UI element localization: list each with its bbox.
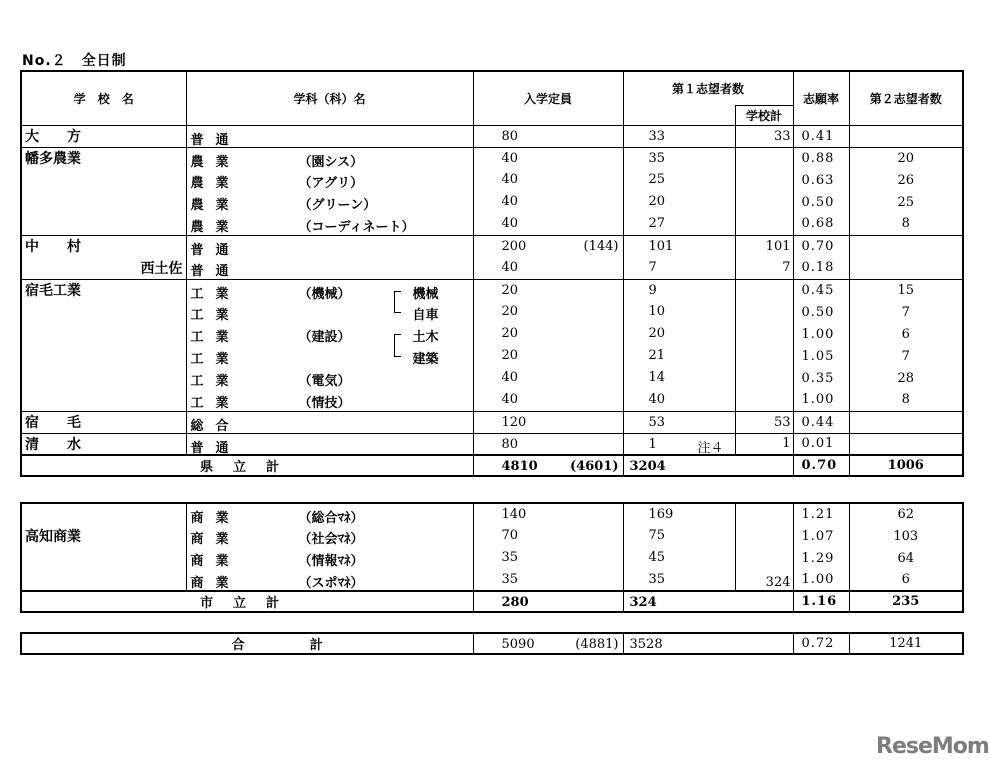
subject-name: （園シス） bbox=[298, 154, 364, 169]
header-school: 学 校 名 bbox=[21, 71, 186, 125]
municipal-table bbox=[20, 502, 964, 613]
municipal-total-capacity: 280 bbox=[473, 591, 623, 612]
prefectural-total-label: 県立計 bbox=[21, 455, 473, 476]
department bbox=[186, 125, 473, 147]
school-name: 高知商業 bbox=[21, 503, 186, 591]
first-choice-count: 40 bbox=[623, 389, 735, 411]
first-choice-count: 35 bbox=[623, 569, 735, 591]
first-choice-count: 101 bbox=[623, 235, 735, 257]
school-total: 33 bbox=[735, 125, 793, 147]
grand-total-applicants: 3528 bbox=[623, 633, 793, 654]
table-row bbox=[21, 257, 963, 279]
subject-name: （情報ﾏﾈ） bbox=[298, 554, 364, 569]
department bbox=[186, 569, 473, 591]
subject-name: （建設） bbox=[298, 330, 351, 345]
header-first-choice: 第１志望者数 bbox=[623, 71, 793, 105]
field-name: 農業 bbox=[190, 198, 241, 213]
capacity: 20 bbox=[473, 345, 623, 367]
school-name bbox=[21, 169, 186, 191]
first-choice-count: 27 bbox=[623, 213, 735, 235]
school-name bbox=[21, 345, 186, 367]
table-row bbox=[21, 147, 963, 169]
course-name: 機械 bbox=[412, 286, 439, 301]
capacity: 35 bbox=[473, 547, 623, 569]
department bbox=[186, 191, 473, 213]
second-choice-count bbox=[849, 125, 963, 147]
table-row bbox=[21, 433, 963, 455]
field-name: 工業 bbox=[190, 286, 241, 301]
capacity: 40 bbox=[473, 169, 623, 191]
school-name bbox=[21, 191, 186, 213]
application-rate: 1.00 bbox=[793, 323, 849, 345]
first-choice-count: 75 bbox=[623, 525, 735, 547]
department bbox=[186, 169, 473, 191]
school-name bbox=[21, 213, 186, 235]
department bbox=[186, 213, 473, 235]
subject-name: （社会ﾏﾈ） bbox=[298, 532, 364, 547]
application-rate: 0.88 bbox=[793, 147, 849, 169]
school-total: 53 bbox=[735, 411, 793, 433]
application-rate: 1.07 bbox=[793, 525, 849, 547]
field-name: 工業 bbox=[190, 396, 241, 411]
department bbox=[186, 323, 473, 345]
application-rate: 1.00 bbox=[793, 569, 849, 591]
department bbox=[186, 525, 473, 547]
page-heading: No.２ 全日制 bbox=[22, 53, 127, 69]
second-choice-count: 25 bbox=[849, 191, 963, 213]
second-choice-count: 26 bbox=[849, 169, 963, 191]
application-rate: 0.50 bbox=[793, 301, 849, 323]
prefectural-total-row bbox=[21, 455, 963, 476]
municipal-total-row bbox=[21, 591, 963, 612]
header-second-choice: 第２志望者数 bbox=[849, 71, 963, 125]
municipal-total-second: 235 bbox=[849, 591, 963, 612]
subject-name: （スポﾏﾈ） bbox=[298, 576, 364, 591]
field-name: 普通 bbox=[190, 440, 241, 455]
second-choice-count: 6 bbox=[849, 569, 963, 591]
prefectural-total-second: 1006 bbox=[849, 455, 963, 476]
subject-name: （電気） bbox=[298, 374, 351, 389]
department bbox=[186, 367, 473, 389]
school-total: 324 bbox=[735, 503, 793, 591]
table-row bbox=[21, 323, 963, 345]
school-total: 1 bbox=[735, 433, 793, 455]
school-name: 西土佐 bbox=[21, 257, 186, 279]
table-row bbox=[21, 169, 963, 191]
bracket-line bbox=[394, 345, 401, 357]
capacity: 20 bbox=[473, 279, 623, 301]
application-rate: 1.00 bbox=[793, 389, 849, 411]
subject-name: （総合ﾏﾈ） bbox=[298, 511, 364, 525]
school-name: 幡多農業 bbox=[21, 147, 186, 169]
capacity: 200 (144) bbox=[473, 235, 623, 257]
first-choice-count: 9 bbox=[623, 279, 735, 301]
field-name: 普通 bbox=[190, 264, 241, 279]
table-row bbox=[21, 345, 963, 367]
bracket-line bbox=[394, 301, 401, 313]
second-choice-count: 15 bbox=[849, 279, 963, 301]
capacity: 140 bbox=[473, 503, 623, 525]
capacity: 40 bbox=[473, 367, 623, 389]
field-name: 商業 bbox=[190, 511, 241, 525]
application-rate: 0.01 bbox=[793, 433, 849, 455]
capacity: 120 bbox=[473, 411, 623, 433]
bracket-line bbox=[394, 291, 401, 302]
subject-name: （コーディネート） bbox=[298, 220, 415, 235]
field-name: 工業 bbox=[190, 352, 241, 367]
grand-total-row bbox=[21, 633, 963, 654]
capacity: 80 bbox=[473, 125, 623, 147]
first-choice-count: 20 bbox=[623, 323, 735, 345]
field-name: 農業 bbox=[190, 220, 241, 235]
grand-total-label: 合 計 bbox=[21, 633, 473, 654]
field-name: 総合 bbox=[190, 418, 241, 433]
capacity: 40 bbox=[473, 147, 623, 169]
department bbox=[186, 257, 473, 279]
bracket-line bbox=[394, 334, 401, 345]
prefectural-table bbox=[20, 70, 964, 477]
first-choice-count: 7 bbox=[623, 257, 735, 279]
header-school-total: 学校計 bbox=[735, 105, 793, 125]
first-choice-count: 45 bbox=[623, 547, 735, 569]
table-row bbox=[21, 279, 963, 301]
capacity: 35 bbox=[473, 569, 623, 591]
resemom-logo: ReseMom bbox=[876, 734, 989, 759]
application-rate: 0.35 bbox=[793, 367, 849, 389]
capacity: 40 bbox=[473, 191, 623, 213]
grand-total-capacity: 5090 (4881) bbox=[473, 633, 623, 654]
first-choice-count: 35 bbox=[623, 147, 735, 169]
second-choice-count bbox=[849, 433, 963, 455]
municipal-total-rate: 1.16 bbox=[793, 591, 849, 612]
first-choice-count: 14 bbox=[623, 367, 735, 389]
school-total: 101 bbox=[735, 235, 793, 257]
field-name: 商業 bbox=[190, 554, 241, 569]
prefectural-total-applicants: 3204 bbox=[623, 455, 793, 476]
field-name: 普通 bbox=[190, 132, 241, 147]
first-choice-count: 1 注４ bbox=[623, 433, 735, 455]
table-row bbox=[21, 301, 963, 323]
first-choice-count: 53 bbox=[623, 411, 735, 433]
application-rate: 0.70 bbox=[793, 235, 849, 257]
field-name: 農業 bbox=[190, 176, 241, 191]
municipal-total-label: 市立計 bbox=[21, 591, 473, 612]
school-total bbox=[735, 147, 793, 235]
department bbox=[186, 389, 473, 411]
school-total: 7 bbox=[735, 257, 793, 279]
table-row bbox=[21, 389, 963, 411]
application-rate: 1.05 bbox=[793, 345, 849, 367]
table-row bbox=[21, 125, 963, 147]
second-choice-count: 64 bbox=[849, 547, 963, 569]
course-name: 建築 bbox=[412, 352, 439, 367]
prefectural-total-capacity: 4810 (4601) bbox=[473, 455, 623, 476]
field-name: 商業 bbox=[190, 576, 241, 591]
application-rate: 0.45 bbox=[793, 279, 849, 301]
capacity: 20 bbox=[473, 323, 623, 345]
second-choice-count: 7 bbox=[849, 301, 963, 323]
field-name: 工業 bbox=[190, 330, 241, 345]
capacity: 40 bbox=[473, 257, 623, 279]
second-choice-count bbox=[849, 235, 963, 257]
application-rate: 0.18 bbox=[793, 257, 849, 279]
second-choice-count: 28 bbox=[849, 367, 963, 389]
department bbox=[186, 235, 473, 257]
school-name: 大 方 bbox=[21, 125, 186, 147]
department bbox=[186, 503, 473, 525]
application-rate: 0.68 bbox=[793, 213, 849, 235]
school-name: 清 水 bbox=[21, 433, 186, 455]
school-name bbox=[21, 301, 186, 323]
application-rate: 0.50 bbox=[793, 191, 849, 213]
capacity: 70 bbox=[473, 525, 623, 547]
second-choice-count: 8 bbox=[849, 213, 963, 235]
first-choice-count: 169 bbox=[623, 503, 735, 525]
capacity: 80 bbox=[473, 433, 623, 455]
note-mark: 注４ bbox=[697, 440, 724, 455]
application-rate: 0.63 bbox=[793, 169, 849, 191]
second-choice-count bbox=[849, 257, 963, 279]
field-name: 農業 bbox=[190, 154, 241, 169]
subject-name: （グリーン） bbox=[298, 198, 377, 213]
table-row bbox=[21, 235, 963, 257]
school-name bbox=[21, 367, 186, 389]
school-name: 宿 毛 bbox=[21, 411, 186, 433]
table-row bbox=[21, 213, 963, 235]
capacity: 20 bbox=[473, 301, 623, 323]
table-row bbox=[21, 503, 963, 525]
header-dept: 学科（科）名 bbox=[186, 71, 473, 125]
subject-name: （情技） bbox=[298, 396, 351, 411]
second-choice-count: 20 bbox=[849, 147, 963, 169]
application-rate: 0.41 bbox=[793, 125, 849, 147]
capacity: 40 bbox=[473, 213, 623, 235]
field-name: 工業 bbox=[190, 374, 241, 389]
subject-name: （機械） bbox=[298, 286, 351, 301]
department bbox=[186, 301, 473, 323]
capacity: 40 bbox=[473, 389, 623, 411]
header-capacity: 入学定員 bbox=[473, 71, 623, 125]
school-name: 宿毛工業 bbox=[21, 279, 186, 301]
school-name bbox=[21, 323, 186, 345]
table-row bbox=[21, 191, 963, 213]
department bbox=[186, 433, 473, 455]
second-choice-count: 62 bbox=[849, 503, 963, 525]
school-name bbox=[21, 389, 186, 411]
municipal-total-applicants: 324 bbox=[623, 591, 793, 612]
prefectural-total-rate: 0.70 bbox=[793, 455, 849, 476]
grand-total-table bbox=[20, 632, 964, 655]
second-choice-count: 103 bbox=[849, 525, 963, 547]
second-choice-count: 6 bbox=[849, 323, 963, 345]
application-rate: 1.29 bbox=[793, 547, 849, 569]
subject-name: （アグリ） bbox=[298, 176, 364, 191]
application-rate: 0.44 bbox=[793, 411, 849, 433]
department bbox=[186, 411, 473, 433]
table-row bbox=[21, 367, 963, 389]
department bbox=[186, 547, 473, 569]
first-choice-count: 33 bbox=[623, 125, 735, 147]
course-name: 土木 bbox=[412, 330, 439, 345]
header-rate: 志願率 bbox=[793, 71, 849, 125]
school-name: 中 村 bbox=[21, 235, 186, 257]
first-choice-count: 21 bbox=[623, 345, 735, 367]
application-rate: 1.21 bbox=[793, 503, 849, 525]
second-choice-count bbox=[849, 411, 963, 433]
school-total bbox=[735, 279, 793, 411]
field-name: 普通 bbox=[190, 242, 241, 257]
department bbox=[186, 147, 473, 169]
second-choice-count: 7 bbox=[849, 345, 963, 367]
grand-total-rate: 0.72 bbox=[793, 633, 849, 654]
grand-total-second: 1241 bbox=[849, 633, 963, 654]
table-row bbox=[21, 411, 963, 433]
department bbox=[186, 279, 473, 301]
field-name: 工業 bbox=[190, 308, 241, 323]
field-name: 商業 bbox=[190, 532, 241, 547]
first-choice-count: 25 bbox=[623, 169, 735, 191]
first-choice-count: 10 bbox=[623, 301, 735, 323]
first-choice-count: 20 bbox=[623, 191, 735, 213]
department bbox=[186, 345, 473, 367]
second-choice-count: 8 bbox=[849, 389, 963, 411]
course-name: 自車 bbox=[412, 308, 439, 323]
